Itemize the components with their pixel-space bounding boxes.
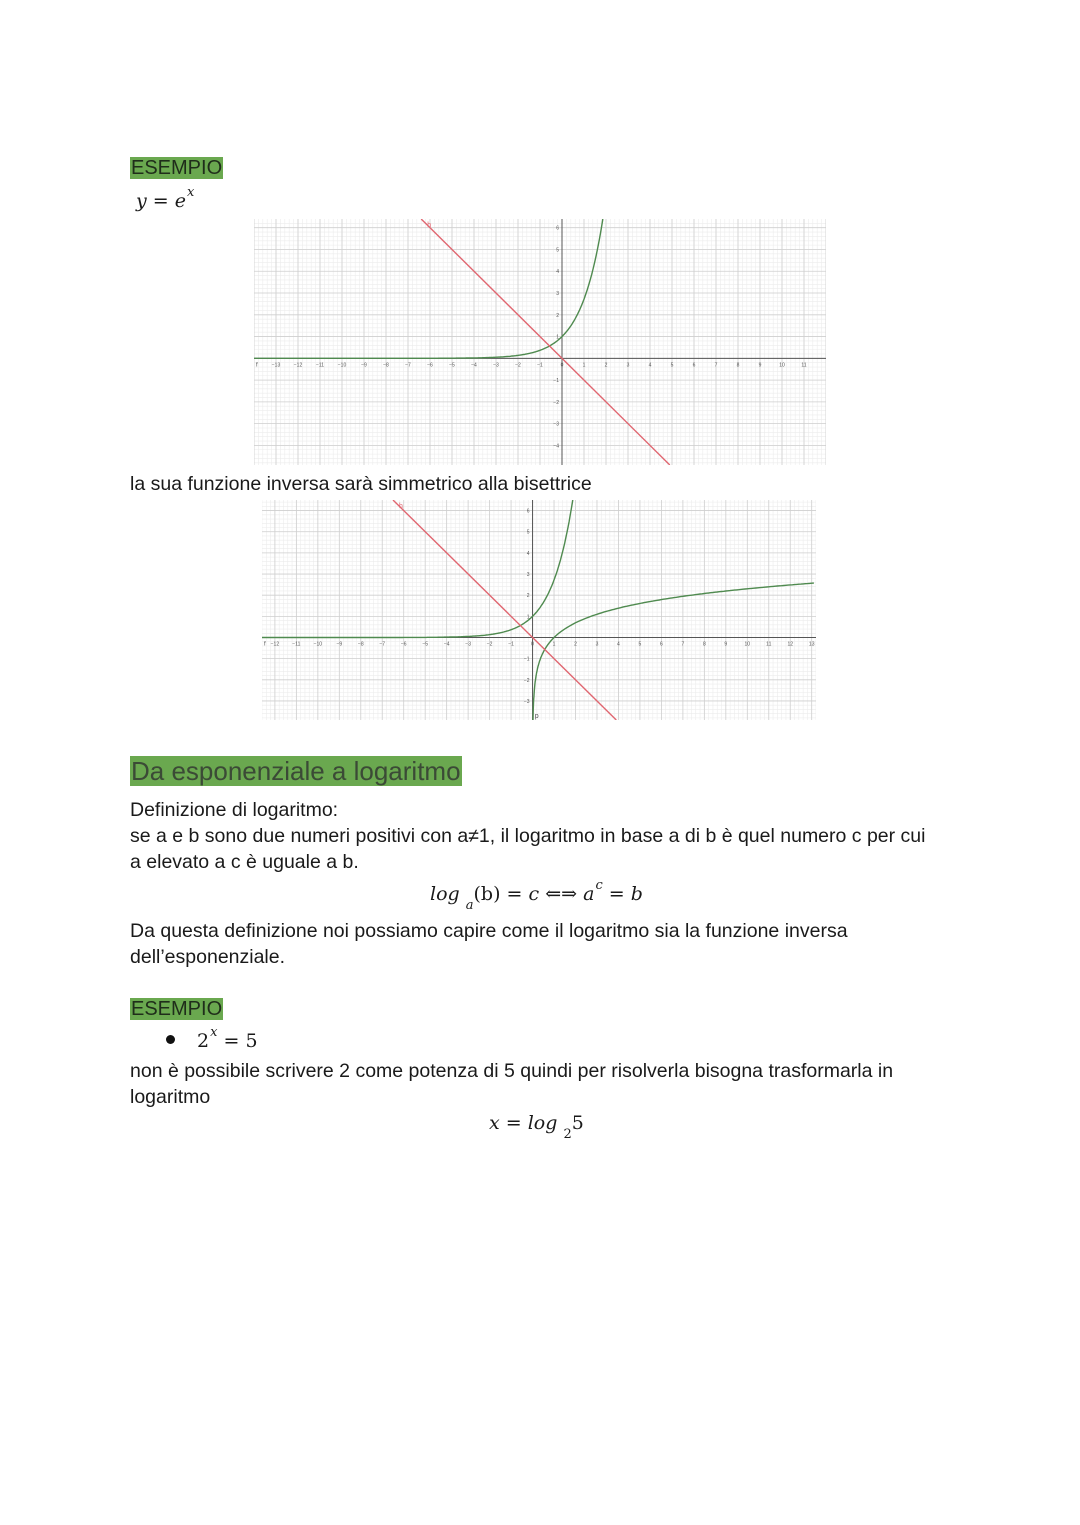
- graph-exp-and-log: [262, 500, 816, 720]
- formula-base: e: [174, 190, 186, 212]
- svg-text:1: 1: [582, 362, 586, 369]
- bullet-formula-rhs: 5: [245, 1030, 258, 1052]
- formula-iff: ⇐⇒: [545, 883, 578, 905]
- svg-text:3: 3: [556, 291, 559, 298]
- bullet-icon: [166, 1035, 175, 1044]
- conclusion-line-2: dell’esponenziale.: [130, 946, 286, 968]
- formula-exp: [136, 185, 195, 212]
- svg-text:5: 5: [638, 641, 642, 648]
- svg-text:−10: −10: [313, 641, 323, 648]
- svg-text:−12: −12: [293, 362, 303, 369]
- section-heading-text: Da esponenziale a logaritmo: [131, 756, 461, 786]
- formula-eq1: =: [506, 883, 523, 905]
- svg-text:−3: −3: [465, 641, 471, 648]
- svg-text:−2: −2: [486, 641, 493, 648]
- graph-exponential-svg: [254, 219, 826, 465]
- formula-log: log: [430, 883, 460, 905]
- svg-text:−3: −3: [553, 421, 559, 428]
- svg-text:6: 6: [692, 362, 696, 369]
- svg-text:3: 3: [526, 572, 530, 579]
- svg-text:−12: −12: [270, 641, 280, 648]
- explanation-line-2: logaritmo: [130, 1086, 211, 1108]
- svg-text:h: h: [427, 222, 432, 229]
- definition-title: Definizione di logaritmo:: [130, 799, 339, 821]
- svg-text:−9: −9: [361, 362, 367, 369]
- svg-text:−5: −5: [449, 362, 455, 369]
- svg-text:−1: −1: [553, 378, 559, 385]
- svg-text:12: 12: [787, 641, 794, 648]
- svg-text:2: 2: [604, 362, 608, 369]
- result-log: log: [527, 1112, 558, 1134]
- svg-text:−2: −2: [515, 362, 521, 369]
- svg-text:4: 4: [556, 269, 559, 276]
- svg-text:3: 3: [595, 641, 599, 648]
- definition-line-2: a elevato a c è uguale a b.: [130, 851, 359, 873]
- svg-text:−8: −8: [357, 641, 364, 648]
- bullet-formula-eq: =: [223, 1030, 240, 1052]
- svg-text:0: 0: [560, 362, 564, 369]
- svg-text:2: 2: [526, 593, 530, 600]
- svg-text:5: 5: [556, 247, 559, 254]
- svg-text:4: 4: [617, 641, 620, 648]
- result-log-arg: 5: [571, 1112, 584, 1134]
- formula-a: a: [583, 883, 595, 905]
- svg-text:0: 0: [531, 641, 534, 648]
- svg-text:−1: −1: [508, 641, 514, 648]
- svg-text:−13: −13: [271, 362, 281, 369]
- svg-text:−1: −1: [537, 362, 543, 369]
- graph-exp-and-log-svg: [262, 500, 816, 720]
- svg-text:8: 8: [736, 362, 740, 369]
- bullet-formula-base: 2: [197, 1030, 210, 1052]
- conclusion-line-1: Da questa definizione noi possiamo capire come il logaritmo sia la funzione inversa: [130, 920, 848, 942]
- svg-text:7: 7: [681, 641, 685, 648]
- formula-log-base: a: [465, 898, 474, 913]
- svg-text:9: 9: [758, 362, 762, 369]
- definition-line-1: se a e b sono due numeri positivi con a≠1, il logaritmo in base a di b è quel numero c per cui: [130, 825, 926, 847]
- svg-text:−1: −1: [523, 656, 530, 663]
- svg-text:f: f: [264, 641, 266, 648]
- formula-eq2: =: [608, 883, 625, 905]
- svg-text:−4: −4: [443, 641, 450, 648]
- svg-text:2: 2: [574, 641, 577, 648]
- svg-text:−2: −2: [523, 677, 530, 684]
- svg-text:10: 10: [779, 362, 785, 369]
- svg-text:−3: −3: [493, 362, 499, 369]
- svg-text:6: 6: [556, 225, 559, 232]
- svg-text:4: 4: [526, 550, 530, 557]
- svg-text:10: 10: [744, 641, 751, 648]
- example-badge-1-text: ESEMPIO: [131, 157, 223, 179]
- svg-text:−7: −7: [405, 362, 411, 369]
- inverse-caption: la sua funzione inversa sarà simmetrico alla bisettrice: [130, 473, 592, 495]
- svg-text:−5: −5: [422, 641, 429, 648]
- svg-text:9: 9: [724, 641, 728, 648]
- series-h: [393, 500, 616, 720]
- result-lhs: x: [489, 1112, 500, 1134]
- svg-text:6: 6: [660, 641, 663, 648]
- formula-c: c: [528, 883, 540, 905]
- svg-text:13: 13: [808, 641, 815, 648]
- svg-text:−10: −10: [337, 362, 347, 369]
- svg-text:11: 11: [766, 641, 772, 648]
- svg-text:1: 1: [556, 334, 559, 341]
- explanation-line-1: non è possibile scrivere 2 come potenza di 5 quindi per risolverla bisogna trasformarla in: [130, 1060, 894, 1082]
- svg-text:8: 8: [702, 641, 706, 648]
- svg-text:p: p: [534, 713, 539, 720]
- formula-exp-sup: x: [187, 185, 195, 200]
- svg-text:1: 1: [526, 614, 530, 621]
- formula-lhs: y: [136, 190, 147, 212]
- formula-log-arg: (b): [473, 883, 501, 905]
- svg-text:−7: −7: [379, 641, 386, 648]
- svg-text:5: 5: [526, 529, 530, 536]
- example-badge-2: [130, 997, 223, 1021]
- svg-text:−2: −2: [553, 399, 559, 406]
- svg-text:11: 11: [801, 362, 807, 369]
- svg-text:−9: −9: [336, 641, 343, 648]
- formula-b: b: [630, 883, 643, 905]
- svg-text:h: h: [398, 503, 403, 510]
- bullet-item: [166, 1025, 258, 1052]
- svg-text:−6: −6: [427, 362, 433, 369]
- example-badge-1: [130, 156, 223, 180]
- result-formula: [489, 1112, 584, 1142]
- svg-text:6: 6: [526, 508, 530, 515]
- bullet-formula-exp: x: [210, 1025, 218, 1040]
- svg-text:4: 4: [648, 362, 652, 369]
- svg-text:−6: −6: [400, 641, 407, 648]
- svg-text:3: 3: [626, 362, 630, 369]
- formula-eq: =: [152, 190, 169, 212]
- svg-text:f: f: [256, 362, 258, 369]
- svg-text:−4: −4: [553, 443, 559, 450]
- formula-a-exp: c: [595, 878, 603, 893]
- section-heading: [130, 756, 462, 786]
- svg-text:2: 2: [556, 312, 559, 319]
- svg-text:−3: −3: [523, 698, 530, 705]
- svg-text:−4: −4: [471, 362, 477, 369]
- svg-text:−8: −8: [383, 362, 389, 369]
- svg-text:7: 7: [714, 362, 718, 369]
- svg-text:5: 5: [670, 362, 674, 369]
- svg-text:−11: −11: [292, 641, 301, 648]
- svg-text:1: 1: [552, 641, 556, 648]
- result-log-base: 2: [563, 1127, 572, 1142]
- log-definition-formula: [430, 878, 643, 913]
- result-eq: =: [505, 1112, 522, 1134]
- graph-exponential: [254, 219, 826, 465]
- svg-text:−11: −11: [315, 362, 325, 369]
- example-badge-2-text: ESEMPIO: [131, 998, 223, 1020]
